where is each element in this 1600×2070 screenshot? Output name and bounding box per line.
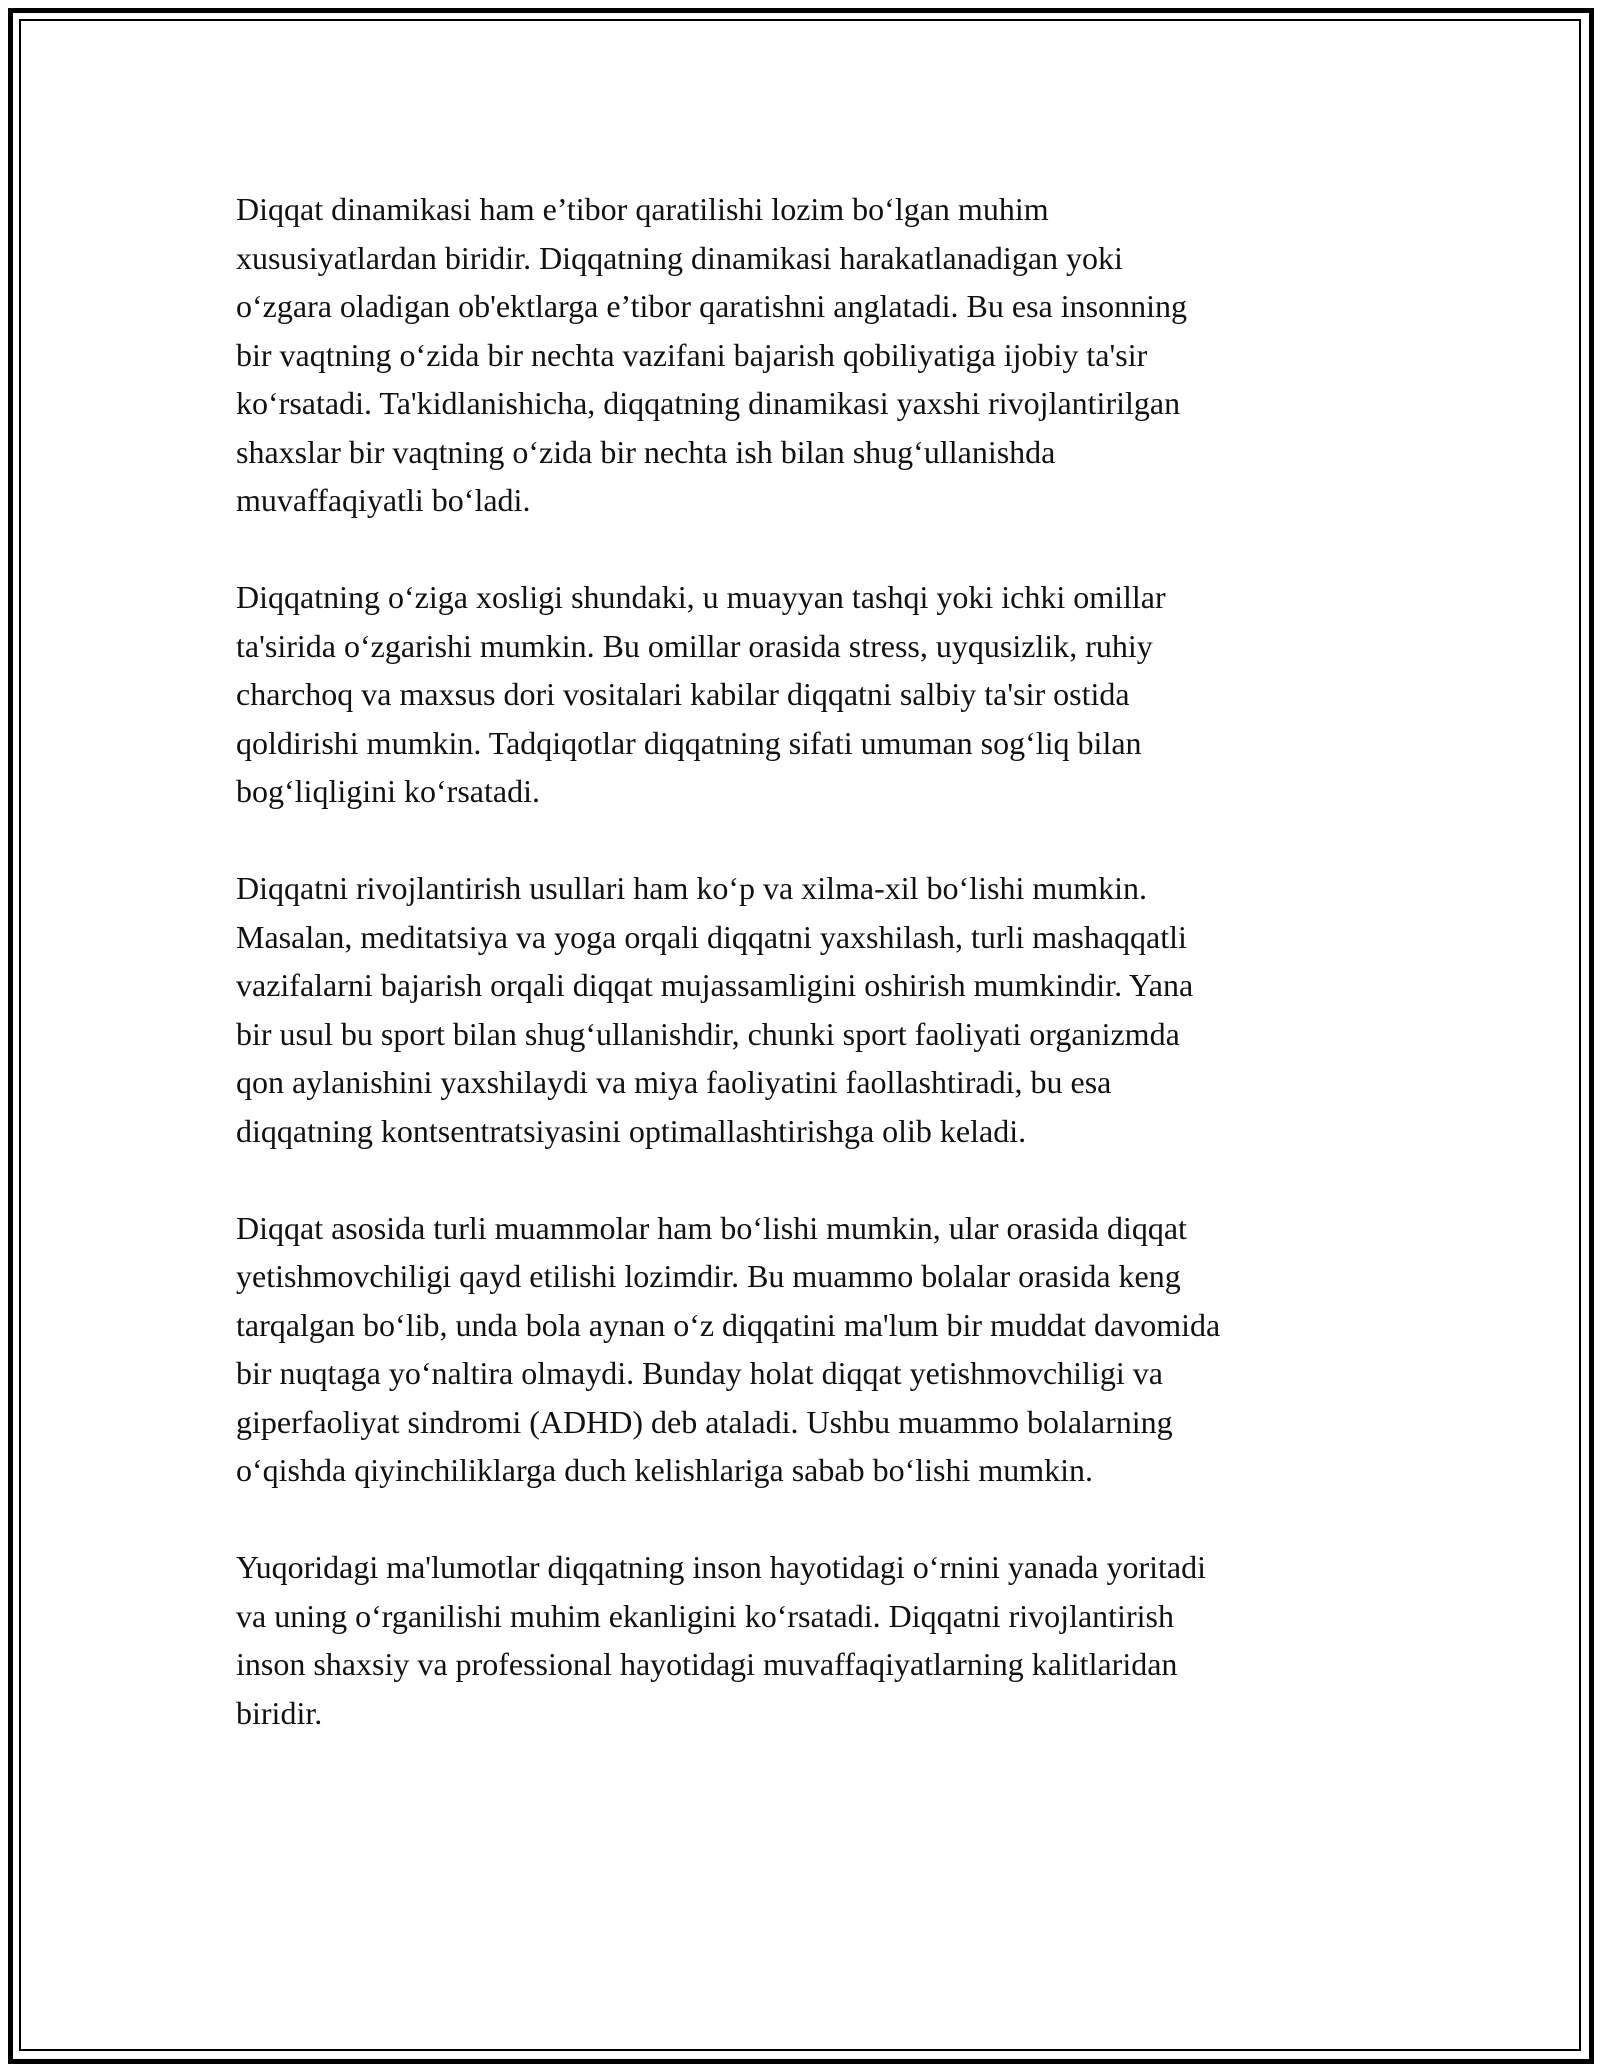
paragraph-problems: Diqqat asosida turli muammolar ham bo‘lishi mumkin, ular orasida diqqat yetishmovchiligi qayd etilishi lozimdir. Bu muammo bolalar orasida keng tarqalgan bo‘lib, unda bola aynan o‘z diqqatini ma'lum bir muddat davomida bir nuqtaga yo‘naltira olmaydi. Bunday holat diqqat yetishmovchiligi va giperfaoliyat sindromi (ADHD) deb ataladi. Ushbu muammo bolalarning o‘qishda qiyinchiliklarga duch kelishlariga sabab bo‘lishi mumkin. <box>236 1209 1221 1488</box>
paragraph-conclusion: Yuqoridagi ma'lumotlar diqqatning inson hayotidagi o‘rnini yanada yoritadi va uning o‘rganilishi muhim ekanligini ko‘rsatadi. Diqqatni rivojlantirish inson shaxsiy va professional hayotidagi muvaffaqiyatlarning kalitlaridan biridir. <box>236 1549 1207 1731</box>
paragraph-dynamics: Diqqat dinamikasi ham e’tibor qaratilishi lozim bo‘lgan muhim xususiyatlardan biridir. Diqqatning dinamikasi harakatlanadigan yoki o‘zgara oladigan ob'ektlarga e’tibor qaratishni anglatadi. Bu esa insonning bir vaqtning o‘zida bir nechta vazifani bajarish qobiliyatiga ijobiy ta'sir ko‘rsatadi. Ta'kidlanishicha, diqqatning dinamikasi yaxshi rivojlantirilgan shaxslar bir vaqtning o‘zida bir nechta ish bilan shug‘ullanishda muvaffaqiyatli bo‘ladi. <box>236 191 1187 518</box>
document-body <box>236 185 1366 1786</box>
paragraph-development-methods: Diqqatni rivojlantirish usullari ham ko‘p va xilma-xil bo‘lishi mumkin. Masalan, meditatsiya va yoga orqali diqqatni yaxshilash, turli mashaqqatli vazifalarni bajarish orqali diqqat mujassamligini oshirish mumkindir. Yana bir usul bu sport bilan shug‘ullanishdir, chunki sport faoliyati organizmda qon aylanishini yaxshilaydi va miya faoliyatini faollashtiradi, bu esa diqqatning kontsentratsiyasini optimallashtirishga olib keladi. <box>236 870 1194 1149</box>
paragraph-factors: Diqqatning o‘ziga xosligi shundaki, u muayyan tashqi yoki ichki omillar ta'sirida o‘zgarishi mumkin. Bu omillar orasida stress, uyqusizlik, ruhiy charchoq va maxsus dori vositalari kabilar diqqatni salbiy ta'sir ostida qoldirishi mumkin. Tadqiqotlar diqqatning sifati umuman sog‘liq bilan bog‘liqligini ko‘rsatadi. <box>236 579 1166 809</box>
